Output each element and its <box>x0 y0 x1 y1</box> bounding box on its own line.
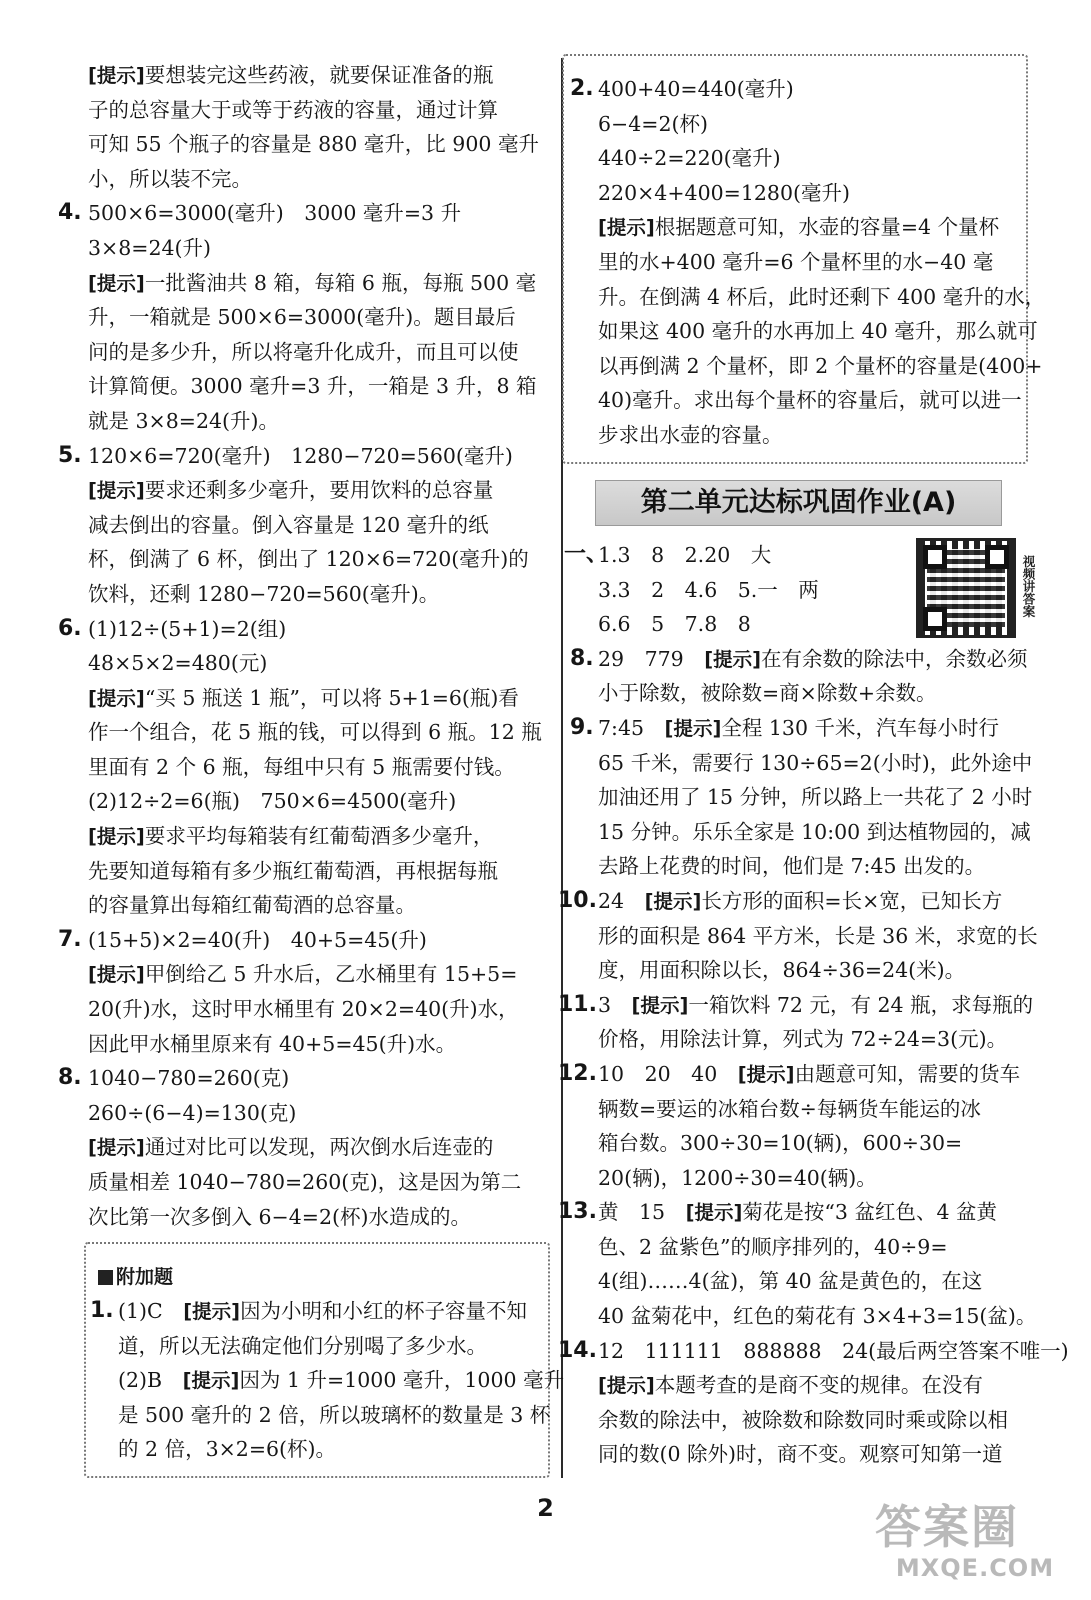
line-text: 就是 3×8=24(升)。 <box>88 408 280 433</box>
watermark: 答案圈 MXQE.COM <box>875 1500 1055 1582</box>
text-line <box>598 815 1048 850</box>
text-line <box>598 1022 1048 1057</box>
line-text: 3.3 2 4.6 5.一 两 <box>598 577 819 602</box>
question-number: 一、 <box>564 542 609 567</box>
line-text: 余数的除法中，被除数和除数同时乘或除以相 <box>598 1407 1008 1432</box>
text-line <box>98 1398 551 1433</box>
text-line <box>88 646 550 681</box>
text-line <box>598 573 1048 608</box>
question-number: 8. <box>58 1065 82 1091</box>
line-text: 20(升)水，这时甲水桶里有 20×2=40(升)水， <box>88 997 519 1022</box>
line-text: 道，所以无法确定他们分别喝了多少水。 <box>118 1333 487 1358</box>
text-line <box>88 1200 550 1235</box>
line-text: 220×4+400=1280(毫升) <box>598 180 850 205</box>
text-line <box>558 1195 1048 1230</box>
line-text: 15 分钟。乐乐全家是 10:00 到达植物园的，减 <box>598 819 1031 844</box>
line-text: 黄 15 [提示]菊花是按“3 盆红色、4 盆黄 <box>598 1200 998 1225</box>
line-text: 6−4=2(杯) <box>598 111 708 136</box>
extra-lines <box>90 1294 565 1467</box>
extra-title: 附加题 <box>98 1260 538 1294</box>
question-number: 2. <box>570 76 594 101</box>
text-line <box>558 1334 1069 1369</box>
line-text: 作一个组合，花 5 瓶的钱，可以得到 6 瓶。12 瓶 <box>88 720 542 745</box>
text-line <box>598 1230 1048 1265</box>
text-line <box>88 992 550 1027</box>
question-number: 8. <box>570 645 594 671</box>
line-text: [提示]“买 5 瓶送 1 瓶”，可以将 5+1=6(瓶)看 <box>88 685 519 710</box>
line-text: 24 [提示]长方形的面积=长×宽，已知长方 <box>598 888 1003 913</box>
text-line <box>598 676 1048 711</box>
text-line <box>598 314 1038 349</box>
line-text: (1)12÷(5+1)=2(组) <box>88 616 287 641</box>
line-text: 10 20 40 [提示]由题意可知，需要的货车 <box>598 1061 1021 1086</box>
text-line <box>98 1329 538 1364</box>
question-number: 12. <box>558 1060 597 1086</box>
line-text: 可知 55 个瓶子的容量是 880 毫升，比 900 毫升 <box>88 132 539 157</box>
text-line <box>598 1264 1048 1299</box>
text-line <box>564 538 1048 573</box>
line-text: 40)毫升。求出每个量杯的容量后，就可以进一 <box>598 388 1022 413</box>
line-text: (2)12÷2=6(瓶) 750×6=4500(毫升) <box>88 789 457 814</box>
text-line <box>88 335 550 370</box>
line-text: 6.6 5 7.8 8 <box>598 612 751 637</box>
text-line <box>88 162 550 197</box>
line-text: 小于除数，被除数=商×除数+余数。 <box>598 681 937 706</box>
line-text: 4(组)……4(盆)，第 40 盆是黄色的，在这 <box>598 1269 983 1294</box>
text-line <box>598 141 1018 176</box>
text-line <box>88 473 550 508</box>
text-line <box>58 196 550 231</box>
text-line <box>98 1363 565 1398</box>
line-text: 箱台数。300÷30=10(辆)，600÷30= <box>598 1131 963 1156</box>
right-top-column <box>570 72 1046 453</box>
line-text: 形的面积是 864 平方米，长是 36 米，求宽的长 <box>598 923 1038 948</box>
line-text: 29 779 [提示]在有余数的除法中，余数必须 <box>598 646 1028 671</box>
text-line <box>88 1130 550 1165</box>
line-text: 260÷(6−4)=130(克) <box>88 1100 297 1125</box>
text-line <box>88 784 550 819</box>
line-text: 440÷2=220(毫升) <box>598 146 781 171</box>
text-line <box>88 58 550 93</box>
question-number: 13. <box>558 1199 597 1225</box>
section-banner: 第二单元达标巩固作业(A) <box>595 480 1002 526</box>
line-text: 3 [提示]一箱饮料 72 元，有 24 瓶，求每瓶的 <box>598 992 1034 1017</box>
line-text: (2)B [提示]因为 1 升=1000 毫升，1000 毫升 <box>118 1368 565 1393</box>
text-line <box>558 988 1048 1023</box>
square-bullet-icon <box>98 1270 113 1285</box>
line-text: [提示]甲倒给乙 5 升水后，乙水桶里有 15+5= <box>88 962 518 987</box>
page-number: 2 <box>537 1494 554 1522</box>
text-line <box>598 176 1018 211</box>
line-text: 48×5×2=480(元) <box>88 651 268 676</box>
line-text: 色、2 盆紫色”的顺序排列的，40÷9= <box>598 1234 948 1259</box>
text-line <box>88 93 550 128</box>
text-line <box>598 1092 1048 1127</box>
line-text: 400+40=440(毫升) <box>598 77 794 101</box>
line-text: 如果这 400 毫升的水再加上 40 毫升，那么就可 <box>598 319 1038 344</box>
text-line <box>90 1294 538 1329</box>
text-line <box>88 266 550 301</box>
text-line <box>570 72 1018 107</box>
line-text: (15+5)×2=40(升) 40+5=45(升) <box>88 927 427 952</box>
text-line <box>598 953 1048 988</box>
line-text: 里的水+400 毫升=6 个量杯里的水−40 毫 <box>598 249 994 274</box>
text-line <box>598 780 1048 815</box>
line-text: 1.3 8 2.20 大 <box>598 543 772 567</box>
text-line <box>598 1403 1048 1438</box>
line-text: 饮料，还剩 1280−720=560(毫升)。 <box>88 581 440 606</box>
text-line <box>598 1368 1048 1403</box>
line-text: 加油还用了 15 分钟，所以路上一共花了 2 小时 <box>598 785 1033 810</box>
line-text: 升。在倒满 4 杯后，此时还剩下 400 毫升的水， <box>598 284 1046 309</box>
text-line <box>570 711 1048 746</box>
text-line <box>598 919 1048 954</box>
line-text: 步求出水壶的容量。 <box>598 422 783 447</box>
text-line <box>88 577 550 612</box>
text-line <box>88 508 550 543</box>
extra-questions <box>90 1260 565 1467</box>
text-line <box>98 1432 538 1467</box>
text-line <box>88 1096 550 1131</box>
line-text: 7:45 [提示]全程 130 千米，汽车每小时行 <box>598 715 1000 740</box>
text-line <box>88 404 550 439</box>
text-line <box>88 300 550 335</box>
text-line <box>598 349 1043 384</box>
text-line <box>598 1299 1048 1334</box>
line-text: 去路上花费的时间，他们是 7:45 出发的。 <box>598 854 986 879</box>
line-text: [提示]根据题意可知，水壶的容量=4 个量杯 <box>598 215 1000 240</box>
line-text: 40 盆菊花中，红色的菊花有 3×4+3=15(盆)。 <box>598 1304 1037 1329</box>
question-number: 14. <box>558 1337 597 1363</box>
question-number: 11. <box>558 991 597 1017</box>
line-text: 65 千米，需要行 130÷65=2(小时)，此外途中 <box>598 750 1033 775</box>
line-text: 子的总容量大于或等于药液的容量，通过计算 <box>88 97 498 122</box>
text-line <box>88 231 550 266</box>
text-line <box>558 884 1048 919</box>
line-text: 先要知道每箱有多少瓶红葡萄酒，再根据每瓶 <box>88 858 498 883</box>
text-line <box>598 849 1048 884</box>
text-line <box>598 1437 1048 1472</box>
text-line <box>58 1061 550 1096</box>
text-line <box>88 957 550 992</box>
text-line <box>88 819 550 854</box>
text-line <box>88 750 550 785</box>
line-text: 120×6=720(毫升) 1280−720=560(毫升) <box>88 443 513 468</box>
line-text: 20(辆)，1200÷30=40(辆)。 <box>598 1165 877 1190</box>
text-line <box>598 418 1018 453</box>
line-text: [提示]要求平均每箱装有红葡萄酒多少毫升， <box>88 824 494 849</box>
line-text: [提示]要想装完这些药液，就要保证准备的瓶 <box>88 63 494 87</box>
line-text: 同的数(0 除外)时，商不变。观察可知第一道 <box>598 1442 1003 1467</box>
line-text: 3×8=24(升) <box>88 235 212 260</box>
text-line <box>58 439 550 474</box>
text-line <box>88 888 550 923</box>
line-text: 的容量算出每箱红葡萄酒的总容量。 <box>88 893 416 918</box>
line-text: (1)C [提示]因为小明和小红的杯子容量不知 <box>118 1299 528 1323</box>
text-line <box>58 612 550 647</box>
question-number: 5. <box>58 442 82 468</box>
right-bottom-column <box>558 538 1069 1472</box>
line-text: [提示]本题考查的是商不变的规律。在没有 <box>598 1373 983 1398</box>
qr-label: 视频讲答案 <box>1021 554 1036 618</box>
text-line <box>598 1126 1048 1161</box>
line-text: 计算简便。3000 毫升=3 升，一箱是 3 升，8 箱 <box>88 374 537 399</box>
text-line <box>598 280 1046 315</box>
line-text: 减去倒出的容量。倒入容量是 120 毫升的纸 <box>88 512 489 537</box>
line-text: 问的是多少升，所以将毫升化成升，而且可以使 <box>88 339 519 364</box>
line-text: [提示]通过对比可以发现，两次倒水后连壶的 <box>88 1135 494 1160</box>
line-text: 以再倒满 2 个量杯，即 2 个量杯的容量是(400+ <box>598 353 1043 378</box>
text-line <box>598 107 1018 142</box>
text-line <box>88 681 550 716</box>
text-line <box>58 923 550 958</box>
question-number: 6. <box>58 615 82 641</box>
left-column <box>58 58 550 1234</box>
line-text: 的 2 倍，3×2=6(杯)。 <box>118 1437 337 1462</box>
line-text: 里面有 2 个 6 瓶，每组中只有 5 瓶需要付钱。 <box>88 754 515 779</box>
line-text: 升，一箱就是 500×6=3000(毫升)。题目最后 <box>88 305 516 330</box>
line-text: 12 111111 888888 24(最后两空答案不唯一) <box>598 1338 1069 1363</box>
text-line <box>88 854 550 889</box>
question-number: 9. <box>570 714 594 740</box>
text-line <box>598 210 1018 245</box>
text-line <box>88 542 550 577</box>
question-number: 7. <box>58 926 82 952</box>
question-number: 4. <box>58 200 82 226</box>
text-line <box>88 369 550 404</box>
line-text: 1040−780=260(克) <box>88 1066 290 1091</box>
text-line <box>88 1027 550 1062</box>
text-line <box>598 383 1022 418</box>
text-line <box>598 1161 1048 1196</box>
line-text: 杯，倒满了 6 杯，倒出了 120×6=720(毫升)的 <box>88 547 529 572</box>
text-line <box>570 642 1048 677</box>
line-text: 次比第一次多倒入 6−4=2(杯)水造成的。 <box>88 1204 471 1229</box>
line-text: 500×6=3000(毫升) 3000 毫升=3 升 <box>88 201 462 226</box>
text-line <box>88 1165 550 1200</box>
text-line <box>598 245 1018 280</box>
line-text: 是 500 毫升的 2 倍，所以玻璃杯的数量是 3 杯 <box>118 1402 551 1427</box>
line-text: 小，所以装不完。 <box>88 166 252 191</box>
text-line <box>88 715 550 750</box>
line-text: 度，用面积除以长，864÷36=24(米)。 <box>598 958 966 983</box>
line-text: 质量相差 1040−780=260(克)，这是因为第二 <box>88 1170 522 1194</box>
line-text: 辆数=要运的冰箱台数÷每辆货车能运的冰 <box>598 1096 981 1121</box>
text-line <box>598 607 1048 642</box>
text-line <box>558 1057 1048 1092</box>
line-text: [提示]一批酱油共 8 箱，每箱 6 瓶，每瓶 500 毫 <box>88 270 537 295</box>
line-text: 因此甲水桶里原来有 40+5=45(升)水。 <box>88 1031 457 1056</box>
question-number: 1. <box>90 1298 114 1323</box>
line-text: [提示]要求还剩多少毫升，要用饮料的总容量 <box>88 478 494 503</box>
question-number: 10. <box>558 887 597 913</box>
text-line <box>88 127 550 162</box>
line-text: 价格，用除法计算，列式为 72÷24=3(元)。 <box>598 1027 1008 1052</box>
text-line <box>598 746 1048 781</box>
